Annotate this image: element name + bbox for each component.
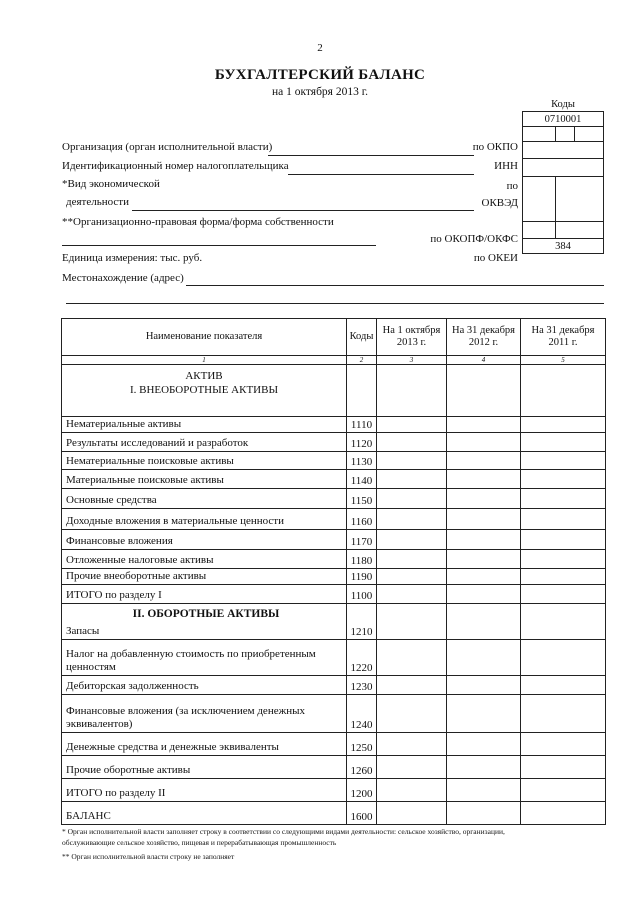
- value-cell[interactable]: [521, 452, 606, 470]
- value-cell[interactable]: [521, 733, 606, 756]
- codes-header: Коды: [523, 97, 604, 112]
- row-label: Результаты исследований и разработок: [62, 433, 347, 452]
- value-cell[interactable]: [521, 433, 606, 452]
- value-cell[interactable]: [521, 676, 606, 695]
- row-label: Дебиторская задолженность: [62, 676, 347, 695]
- total-2-code: 1200: [347, 779, 377, 802]
- asset-title: АКТИВ: [185, 370, 223, 382]
- header-2011: На 31 декабря 2011 г.: [521, 319, 606, 356]
- organization-line[interactable]: [268, 155, 474, 156]
- address-label: Местонахождение (адрес): [62, 272, 184, 284]
- inn-label: Идентификационный номер налогоплательщика: [62, 160, 289, 172]
- value-cell[interactable]: [447, 509, 521, 530]
- value-cell[interactable]: [377, 550, 447, 569]
- section-1-title: I. ВНЕОБОРОТНЫЕ АКТИВЫ: [129, 384, 279, 396]
- value-cell[interactable]: [377, 695, 447, 733]
- code-cell[interactable]: [575, 127, 604, 142]
- index-cell: 2: [347, 356, 377, 365]
- row-label: Финансовые вложения: [62, 530, 347, 550]
- value-cell[interactable]: [521, 802, 606, 825]
- header-codes: Коды: [347, 319, 377, 356]
- value-cell[interactable]: [447, 802, 521, 825]
- value-cell[interactable]: [447, 640, 521, 676]
- value-cell[interactable]: [521, 779, 606, 802]
- row-label: Основные средства: [62, 489, 347, 509]
- row-label: Нематериальные поисковые активы: [62, 452, 347, 470]
- table-row: [62, 550, 606, 569]
- value-cell[interactable]: [447, 779, 521, 802]
- value-cell[interactable]: [447, 756, 521, 779]
- value-cell[interactable]: [377, 756, 447, 779]
- value-cell[interactable]: [377, 585, 447, 604]
- row-code: 1230: [347, 676, 377, 695]
- table-row: [62, 489, 606, 509]
- okfs-code-cell[interactable]: [556, 222, 604, 239]
- value-cell[interactable]: [447, 585, 521, 604]
- address-line[interactable]: [186, 285, 604, 286]
- row-label: Прочие оборотные активы: [62, 756, 347, 779]
- value-cell[interactable]: [521, 509, 606, 530]
- header-name: Наименование показателя: [62, 319, 347, 356]
- section-1-header: [62, 365, 347, 417]
- section-1-header-row: [62, 365, 606, 417]
- value-cell[interactable]: [447, 452, 521, 470]
- value-cell[interactable]: [447, 733, 521, 756]
- value-cell[interactable]: [377, 417, 447, 433]
- row-label: Нематериальные активы: [62, 417, 347, 433]
- table-index-row: [62, 356, 606, 365]
- value-cell[interactable]: [447, 676, 521, 695]
- total-1-label: ИТОГО по разделу I: [62, 585, 347, 604]
- row-label: Отложенные налоговые активы: [62, 550, 347, 569]
- value-cell[interactable]: [377, 470, 447, 489]
- code-cell[interactable]: [556, 127, 575, 142]
- okved-label: ОКВЭД: [481, 197, 518, 209]
- inn-code-cell[interactable]: [523, 159, 604, 177]
- row-label: Налог на добавленную стоимость по приобретенным ценностям: [62, 640, 347, 676]
- value-cell[interactable]: [377, 433, 447, 452]
- codes-box: [522, 97, 604, 254]
- balance-table: [61, 318, 606, 825]
- value-cell[interactable]: [521, 585, 606, 604]
- table-row: [62, 417, 606, 433]
- value-cell[interactable]: [447, 470, 521, 489]
- table-row: [62, 452, 606, 470]
- form-code: 0710001: [523, 112, 604, 127]
- legal-form-label: **Организационно-правовая форма/форма собственности: [62, 216, 334, 228]
- footnote-1: * Орган исполнительной власти заполняет строку в соответствии со следующими видами деятельности: сельское хозяйство, организации, обслуживающие сельское хозяйство, пищевая и перерабатывающая промышленность: [62, 827, 505, 847]
- table-row: [62, 470, 606, 489]
- value-cell[interactable]: [521, 530, 606, 550]
- row-code: 1250: [347, 733, 377, 756]
- table-row: [62, 604, 606, 640]
- section-1-rows: [62, 417, 606, 585]
- okved-code-cell-2[interactable]: [556, 177, 604, 222]
- balance-row: [62, 802, 606, 825]
- row-label: II. ОБОРОТНЫЕ АКТИВЫ Запасы: [62, 604, 347, 640]
- legal-form-line[interactable]: [62, 245, 376, 246]
- table-row: [62, 756, 606, 779]
- value-cell[interactable]: [377, 489, 447, 509]
- table-row: [62, 433, 606, 452]
- row-code: 1220: [347, 640, 377, 676]
- row-code: 1130: [347, 452, 377, 470]
- balance-label: БАЛАНС: [62, 802, 347, 825]
- okpo-label: по ОКПО: [472, 141, 518, 153]
- total-2-label: ИТОГО по разделу II: [62, 779, 347, 802]
- section-2-rows: [62, 604, 606, 779]
- value-cell[interactable]: [447, 433, 521, 452]
- value-cell[interactable]: [377, 640, 447, 676]
- total-2-row: [62, 779, 606, 802]
- value-cell[interactable]: [521, 695, 606, 733]
- value-cell[interactable]: [447, 550, 521, 569]
- row-code: 1180: [347, 550, 377, 569]
- table-row: [62, 695, 606, 733]
- inn-line[interactable]: [288, 174, 474, 175]
- table-row: [62, 569, 606, 585]
- okopf-label: по ОКОПФ/ОКФС: [430, 233, 518, 245]
- table-header-row: [62, 319, 606, 356]
- value-cell[interactable]: [377, 733, 447, 756]
- index-cell: 5: [521, 356, 606, 365]
- row-label: Финансовые вложения (за исключением денежных эквивалентов): [62, 695, 347, 733]
- row-code: 1140: [347, 470, 377, 489]
- document-title: БУХГАЛТЕРСКИЙ БАЛАНС: [214, 67, 426, 83]
- header-2012: На 31 декабря 2012 г.: [447, 319, 521, 356]
- row-code: 1240: [347, 695, 377, 733]
- value-cell[interactable]: [377, 779, 447, 802]
- row-label: Доходные вложения в материальные ценности: [62, 509, 347, 530]
- row-code: 1120: [347, 433, 377, 452]
- row-code: 1150: [347, 489, 377, 509]
- value-cell[interactable]: [521, 470, 606, 489]
- activity-label: *Вид экономической: [62, 178, 160, 190]
- section-2-title: II. ОБОРОТНЫЕ АКТИВЫ: [132, 608, 280, 620]
- table-row: [62, 640, 606, 676]
- okei-code: 384: [523, 239, 604, 254]
- total-1-code: 1100: [347, 585, 377, 604]
- value-cell[interactable]: [447, 695, 521, 733]
- row-label: Материальные поисковые активы: [62, 470, 347, 489]
- value-cell[interactable]: [521, 550, 606, 569]
- row-code: 1190: [347, 569, 377, 585]
- row-label: Денежные средства и денежные эквиваленты: [62, 733, 347, 756]
- po-label: по: [506, 180, 518, 192]
- value-cell[interactable]: [521, 569, 606, 585]
- table-row: [62, 733, 606, 756]
- table-row: [62, 530, 606, 550]
- index-cell: 1: [62, 356, 347, 365]
- value-cell[interactable]: [447, 530, 521, 550]
- value-cell[interactable]: [521, 756, 606, 779]
- okpo-code-cell[interactable]: [523, 142, 604, 159]
- row-code: 1260: [347, 756, 377, 779]
- document-date: на 1 октября 2013 г.: [271, 86, 369, 98]
- balance-code: 1600: [347, 802, 377, 825]
- footnote-2: ** Орган исполнительной власти строку не заполняет: [62, 852, 235, 861]
- organization-label: Организация (орган исполнительной власти): [62, 141, 273, 153]
- index-cell: 3: [377, 356, 447, 365]
- value-cell[interactable]: [521, 489, 606, 509]
- value-cell[interactable]: [377, 452, 447, 470]
- row-code: 1170: [347, 530, 377, 550]
- row-code: 1210: [347, 604, 377, 640]
- inn-code-label: ИНН: [494, 160, 518, 172]
- unit-label: Единица измерения: тыс. руб.: [62, 252, 203, 264]
- value-cell[interactable]: [377, 604, 447, 640]
- row-code: 1160: [347, 509, 377, 530]
- value-cell[interactable]: [377, 509, 447, 530]
- table-row: [62, 676, 606, 695]
- value-cell[interactable]: [377, 802, 447, 825]
- value-cell[interactable]: [521, 417, 606, 433]
- value-cell[interactable]: [447, 489, 521, 509]
- total-1-row: [62, 585, 606, 604]
- activity-label-2: деятельности: [66, 196, 129, 208]
- value-cell[interactable]: [377, 676, 447, 695]
- row-code: 1110: [347, 417, 377, 433]
- value-cell[interactable]: [377, 530, 447, 550]
- header-2013: На 1 октября 2013 г.: [377, 319, 447, 356]
- okved-code-cell[interactable]: [523, 177, 556, 222]
- activity-line[interactable]: [132, 210, 474, 211]
- okei-label: по ОКЕИ: [473, 252, 518, 264]
- index-cell: 4: [447, 356, 521, 365]
- value-cell[interactable]: [521, 604, 606, 640]
- value-cell[interactable]: [447, 569, 521, 585]
- address-line-2[interactable]: [66, 303, 604, 304]
- code-cell[interactable]: [523, 127, 556, 142]
- row-label: Прочие внеоборотные активы: [62, 569, 347, 585]
- okopf-code-cell[interactable]: [523, 222, 556, 239]
- page-number: 2: [317, 42, 323, 54]
- value-cell[interactable]: [377, 569, 447, 585]
- value-cell[interactable]: [447, 417, 521, 433]
- value-cell[interactable]: [447, 604, 521, 640]
- value-cell[interactable]: [521, 640, 606, 676]
- table-row: [62, 509, 606, 530]
